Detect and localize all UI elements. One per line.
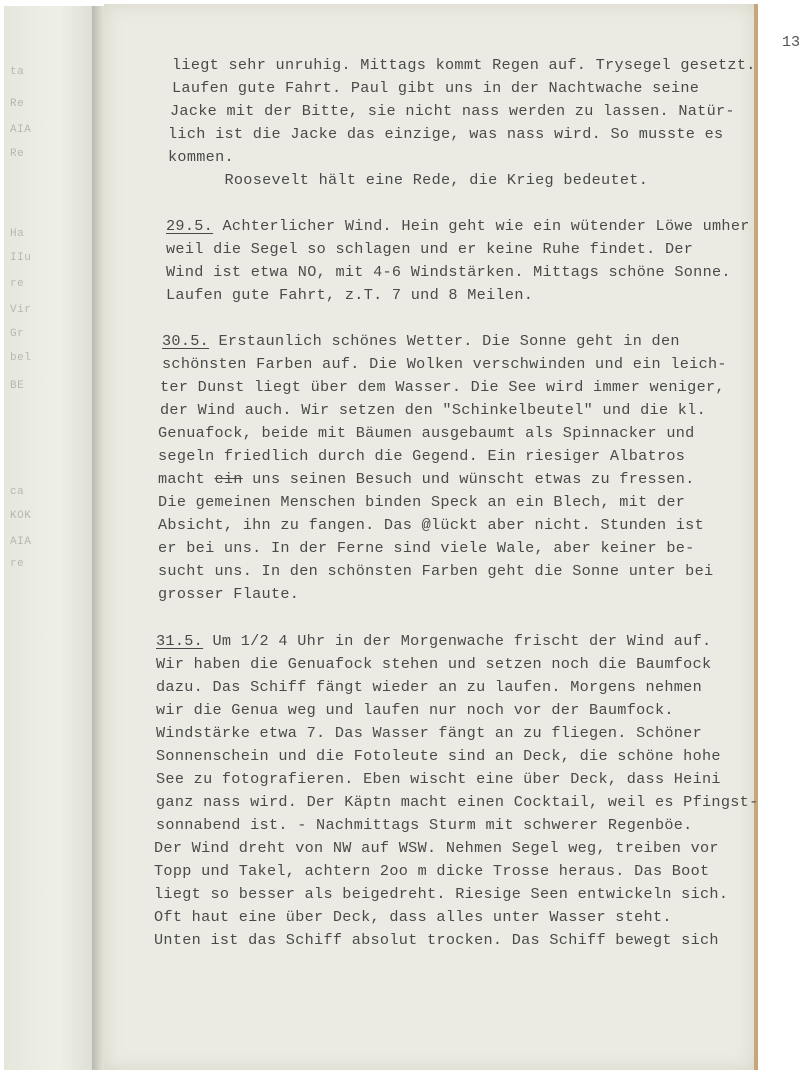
text-line xyxy=(168,171,648,189)
line-text: ter Dunst liegt über dem Wasser. Die See wird immer weniger, xyxy=(160,378,725,396)
line-text: Genuafock, beide mit Bäumen ausgebaumt als Spinnacker und xyxy=(158,424,695,442)
entry-date: 31.5. xyxy=(156,632,204,650)
text-line xyxy=(158,470,695,488)
line-text: Wir haben die Genuafock stehen und setzen noch die Baumfock xyxy=(156,655,712,673)
line-text: Roosevelt hält eine Rede, die Krieg bedeutet. xyxy=(168,171,649,189)
left-page-text-fragment: Gr xyxy=(10,328,25,340)
line-text: grosser Flaute. xyxy=(158,585,300,603)
line-text: See zu fotografieren. Eben wischt eine über Deck, dass Heini xyxy=(156,770,721,788)
line-text: Jacke mit der Bitte, sie nicht nass werden zu lassen. Natür- xyxy=(170,102,735,120)
left-page-text-fragment: ta xyxy=(10,66,25,78)
line-text: Erstaunlich schönes Wetter. Die Sonne geht in den xyxy=(209,332,680,350)
line-text: schönsten Farben auf. Die Wolken verschwinden und ein leich- xyxy=(162,355,727,373)
line-text: ganz nass wird. Der Käptn macht einen Cocktail, weil es Pfingst- xyxy=(156,793,759,811)
text-line xyxy=(156,701,674,719)
left-page-text-fragment: Ha xyxy=(10,228,25,240)
line-text: Absicht, ihn zu fangen. Das @lückt aber nicht. Stunden ist xyxy=(158,516,705,534)
struck-word: ein xyxy=(214,470,243,488)
line-text: Laufen gute Fahrt. Paul gibt uns in der Nachtwache seine xyxy=(172,79,700,97)
line-text: liegt so besser als beigedreht. Riesige Seen entwickeln sich. xyxy=(154,885,729,903)
left-page-text-fragment: AIA xyxy=(10,124,32,136)
text-line xyxy=(158,516,704,534)
text-line xyxy=(166,263,731,281)
left-page-text-fragment: re xyxy=(10,558,25,570)
text-line xyxy=(156,678,702,696)
left-page-text-fragment: Re xyxy=(10,148,25,160)
line-text: Die gemeinen Menschen binden Speck an ein Blech, mit der xyxy=(158,493,686,511)
text-line xyxy=(158,493,685,511)
text-line xyxy=(160,378,725,396)
line-text: Um 1/2 4 Uhr in der Morgenwache frischt der Wind auf. xyxy=(203,632,712,650)
text-line xyxy=(156,816,693,834)
right-page xyxy=(104,4,800,1070)
line-text: Laufen gute Fahrt, z.T. 7 und 8 Meilen. xyxy=(166,286,534,304)
text-line xyxy=(158,585,299,603)
line-text: Achterlicher Wind. Hein geht wie ein wütender Löwe umher xyxy=(213,217,750,235)
text-line xyxy=(156,632,711,650)
line-text: Sonnenschein und die Fotoleute sind an Deck, die schöne hohe xyxy=(156,747,721,765)
text-line xyxy=(158,562,713,580)
text-line xyxy=(158,447,685,465)
left-page-text-fragment: bel xyxy=(10,352,32,364)
line-text: Windstärke etwa 7. Das Wasser fängt an zu fliegen. Schöner xyxy=(156,724,703,742)
line-text: dazu. Das Schiff fängt wieder an zu laufen. Morgens nehmen xyxy=(156,678,703,696)
text-line xyxy=(156,655,711,673)
line-text: Oft haut eine über Deck, dass alles unter Wasser steht. xyxy=(154,908,672,926)
line-text: weil die Segel so schlagen und er keine Ruhe findet. Der xyxy=(166,240,694,258)
text-line xyxy=(156,770,721,788)
left-page-text-fragment: re xyxy=(10,278,25,290)
line-text: er bei uns. In der Ferne sind viele Wale, aber keiner be- xyxy=(158,539,695,557)
text-line xyxy=(166,240,693,258)
text-line xyxy=(158,424,695,442)
text-line xyxy=(166,217,750,235)
left-page-text-fragment: BE xyxy=(10,380,25,392)
line-text: Topp und Takel, achtern 2oo m dicke Trosse heraus. Das Boot xyxy=(154,862,710,880)
line-text: Der Wind dreht von NW auf WSW. Nehmen Segel weg, treiben vor xyxy=(154,839,719,857)
text-line xyxy=(154,862,709,880)
line-text: macht xyxy=(158,470,215,488)
left-page-text-fragment: Vir xyxy=(10,304,32,316)
line-text: lich ist die Jacke das einzige, was nass wird. So musste es xyxy=(168,125,724,143)
text-line xyxy=(166,286,533,304)
text-line xyxy=(154,908,672,926)
left-page xyxy=(4,6,97,1070)
line-text: wir die Genua weg und laufen nur noch vor der Baumfock. xyxy=(156,701,674,719)
text-line xyxy=(158,539,695,557)
text-line xyxy=(156,724,702,742)
text-line xyxy=(170,102,735,120)
text-line xyxy=(154,931,719,949)
text-line xyxy=(172,56,756,74)
line-text: Unten ist das Schiff absolut trocken. Das Schiff bewegt sich xyxy=(154,931,719,949)
entry-date: 29.5. xyxy=(166,217,214,235)
line-text: der Wind auch. Wir setzen den "Schinkelbeutel" und die kl. xyxy=(160,401,707,419)
line-text: sonnabend ist. - Nachmittags Sturm mit schwerer Regenböe. xyxy=(156,816,693,834)
left-page-text-fragment: Re xyxy=(10,98,25,110)
left-page-text-fragment: IIu xyxy=(10,252,32,264)
left-page-text-fragment: AIA xyxy=(10,536,32,548)
line-text: liegt sehr unruhig. Mittags kommt Regen auf. Trysegel gesetzt. xyxy=(172,56,756,74)
line-text: kommen. xyxy=(168,148,234,166)
page-number: 13 xyxy=(782,34,800,51)
text-line xyxy=(162,332,680,350)
entry-date: 30.5. xyxy=(162,332,210,350)
text-line xyxy=(172,79,699,97)
line-text: segeln friedlich durch die Gegend. Ein riesiger Albatros xyxy=(158,447,686,465)
line-text-after: uns seinen Besuch und wünscht etwas zu fressen. xyxy=(242,470,695,488)
text-line xyxy=(160,401,706,419)
text-line xyxy=(156,747,721,765)
text-line xyxy=(156,793,759,811)
text-line xyxy=(154,839,719,857)
text-line xyxy=(154,885,728,903)
line-text: sucht uns. In den schönsten Farben geht die Sonne unter bei xyxy=(158,562,714,580)
left-page-text-fragment: KOK xyxy=(10,510,32,522)
left-page-text-fragment: ca xyxy=(10,486,25,498)
line-text: Wind ist etwa NO, mit 4-6 Windstärken. Mittags schöne Sonne. xyxy=(166,263,731,281)
text-line xyxy=(168,148,234,166)
text-line xyxy=(162,355,727,373)
text-line xyxy=(168,125,723,143)
